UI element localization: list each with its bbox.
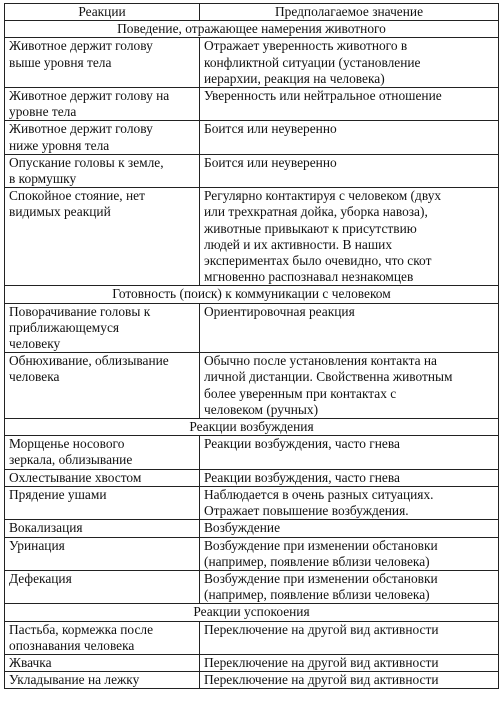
meaning-cell: Реакции возбуждения, часто гнева [200, 469, 499, 486]
header-row [5, 4, 499, 21]
table-row [5, 154, 499, 187]
reaction-cell: Дефекация [5, 570, 200, 603]
header-reactions: Реакции [5, 4, 200, 21]
table-row [5, 570, 499, 603]
meaning-cell: Переключение на другой вид активности [200, 672, 499, 689]
behavior-table [4, 3, 499, 689]
section-title: Реакции возбуждения [5, 419, 499, 436]
table-row [5, 520, 499, 537]
reaction-cell: Спокойное стояние, нет видимых реакций [5, 188, 200, 286]
section-row [5, 419, 499, 436]
meaning-cell: Возбуждение при изменении обстановки (например, появление вблизи человека) [200, 570, 499, 603]
reaction-cell: Поворачивание головы к приближающемуся человеку [5, 303, 200, 353]
section-row [5, 286, 499, 303]
table-body [5, 21, 499, 689]
table-row [5, 353, 499, 419]
table-row [5, 621, 499, 654]
section-title: Реакции успокоения [5, 604, 499, 621]
section-row [5, 21, 499, 38]
table-row [5, 537, 499, 570]
reaction-cell: Пастьба, кормежка после опознавания человека [5, 621, 200, 654]
reaction-cell: Вокализация [5, 520, 200, 537]
section-title: Поведение, отражающее намерения животного [5, 21, 499, 38]
table-row [5, 486, 499, 519]
reaction-cell: Животное держит голову выше уровня тела [5, 38, 200, 88]
table-row [5, 38, 499, 88]
table-row [5, 469, 499, 486]
meaning-cell: Уверенность или нейтральное отношение [200, 88, 499, 121]
behavior-table-container [4, 3, 498, 689]
meaning-cell: Переключение на другой вид активности [200, 654, 499, 671]
reaction-cell: Морщенье носового зеркала, облизывание [5, 436, 200, 469]
meaning-cell: Отражает уверенность животного в конфликтной ситуации (установление иерархии, реакция на человека) [200, 38, 499, 88]
reaction-cell: Жвачка [5, 654, 200, 671]
reaction-cell: Обнюхивание, облизывание человека [5, 353, 200, 419]
reaction-cell: Охлестывание хвостом [5, 469, 200, 486]
table-row [5, 303, 499, 353]
reaction-cell: Уринация [5, 537, 200, 570]
reaction-cell: Прядение ушами [5, 486, 200, 519]
table-row [5, 654, 499, 671]
meaning-cell: Боится или неуверенно [200, 121, 499, 154]
table-row [5, 88, 499, 121]
meaning-cell: Реакции возбуждения, часто гнева [200, 436, 499, 469]
meaning-cell: Переключение на другой вид активности [200, 621, 499, 654]
table-row [5, 188, 499, 286]
reaction-cell: Укладывание на лежку [5, 672, 200, 689]
meaning-cell: Наблюдается в очень разных ситуациях. Отражает повышение возбуждения. [200, 486, 499, 519]
table-row [5, 672, 499, 689]
meaning-cell: Боится или неуверенно [200, 154, 499, 187]
meaning-cell: Обычно после установления контакта на личной дистанции. Свойственна животным более уверенным при контактах с человеком (ручных) [200, 353, 499, 419]
reaction-cell: Животное держит голову ниже уровня тела [5, 121, 200, 154]
meaning-cell: Регулярно контактируя с человеком (двух или трехкратная дойка, уборка навоза), животные привыкают к присутствию людей и их активности. В наших экспериментах было очевидно, что скот мгновенно распознавал незнакомцев [200, 188, 499, 286]
meaning-cell: Возбуждение при изменении обстановки (например, появление вблизи человека) [200, 537, 499, 570]
meaning-cell: Возбуждение [200, 520, 499, 537]
reaction-cell: Опускание головы к земле, в кормушку [5, 154, 200, 187]
section-row [5, 604, 499, 621]
table-row [5, 436, 499, 469]
reaction-cell: Животное держит голову на уровне тела [5, 88, 200, 121]
header-meaning: Предполагаемое значение [200, 4, 499, 21]
table-row [5, 121, 499, 154]
section-title: Готовность (поиск) к коммуникации с человеком [5, 286, 499, 303]
meaning-cell: Ориентировочная реакция [200, 303, 499, 353]
